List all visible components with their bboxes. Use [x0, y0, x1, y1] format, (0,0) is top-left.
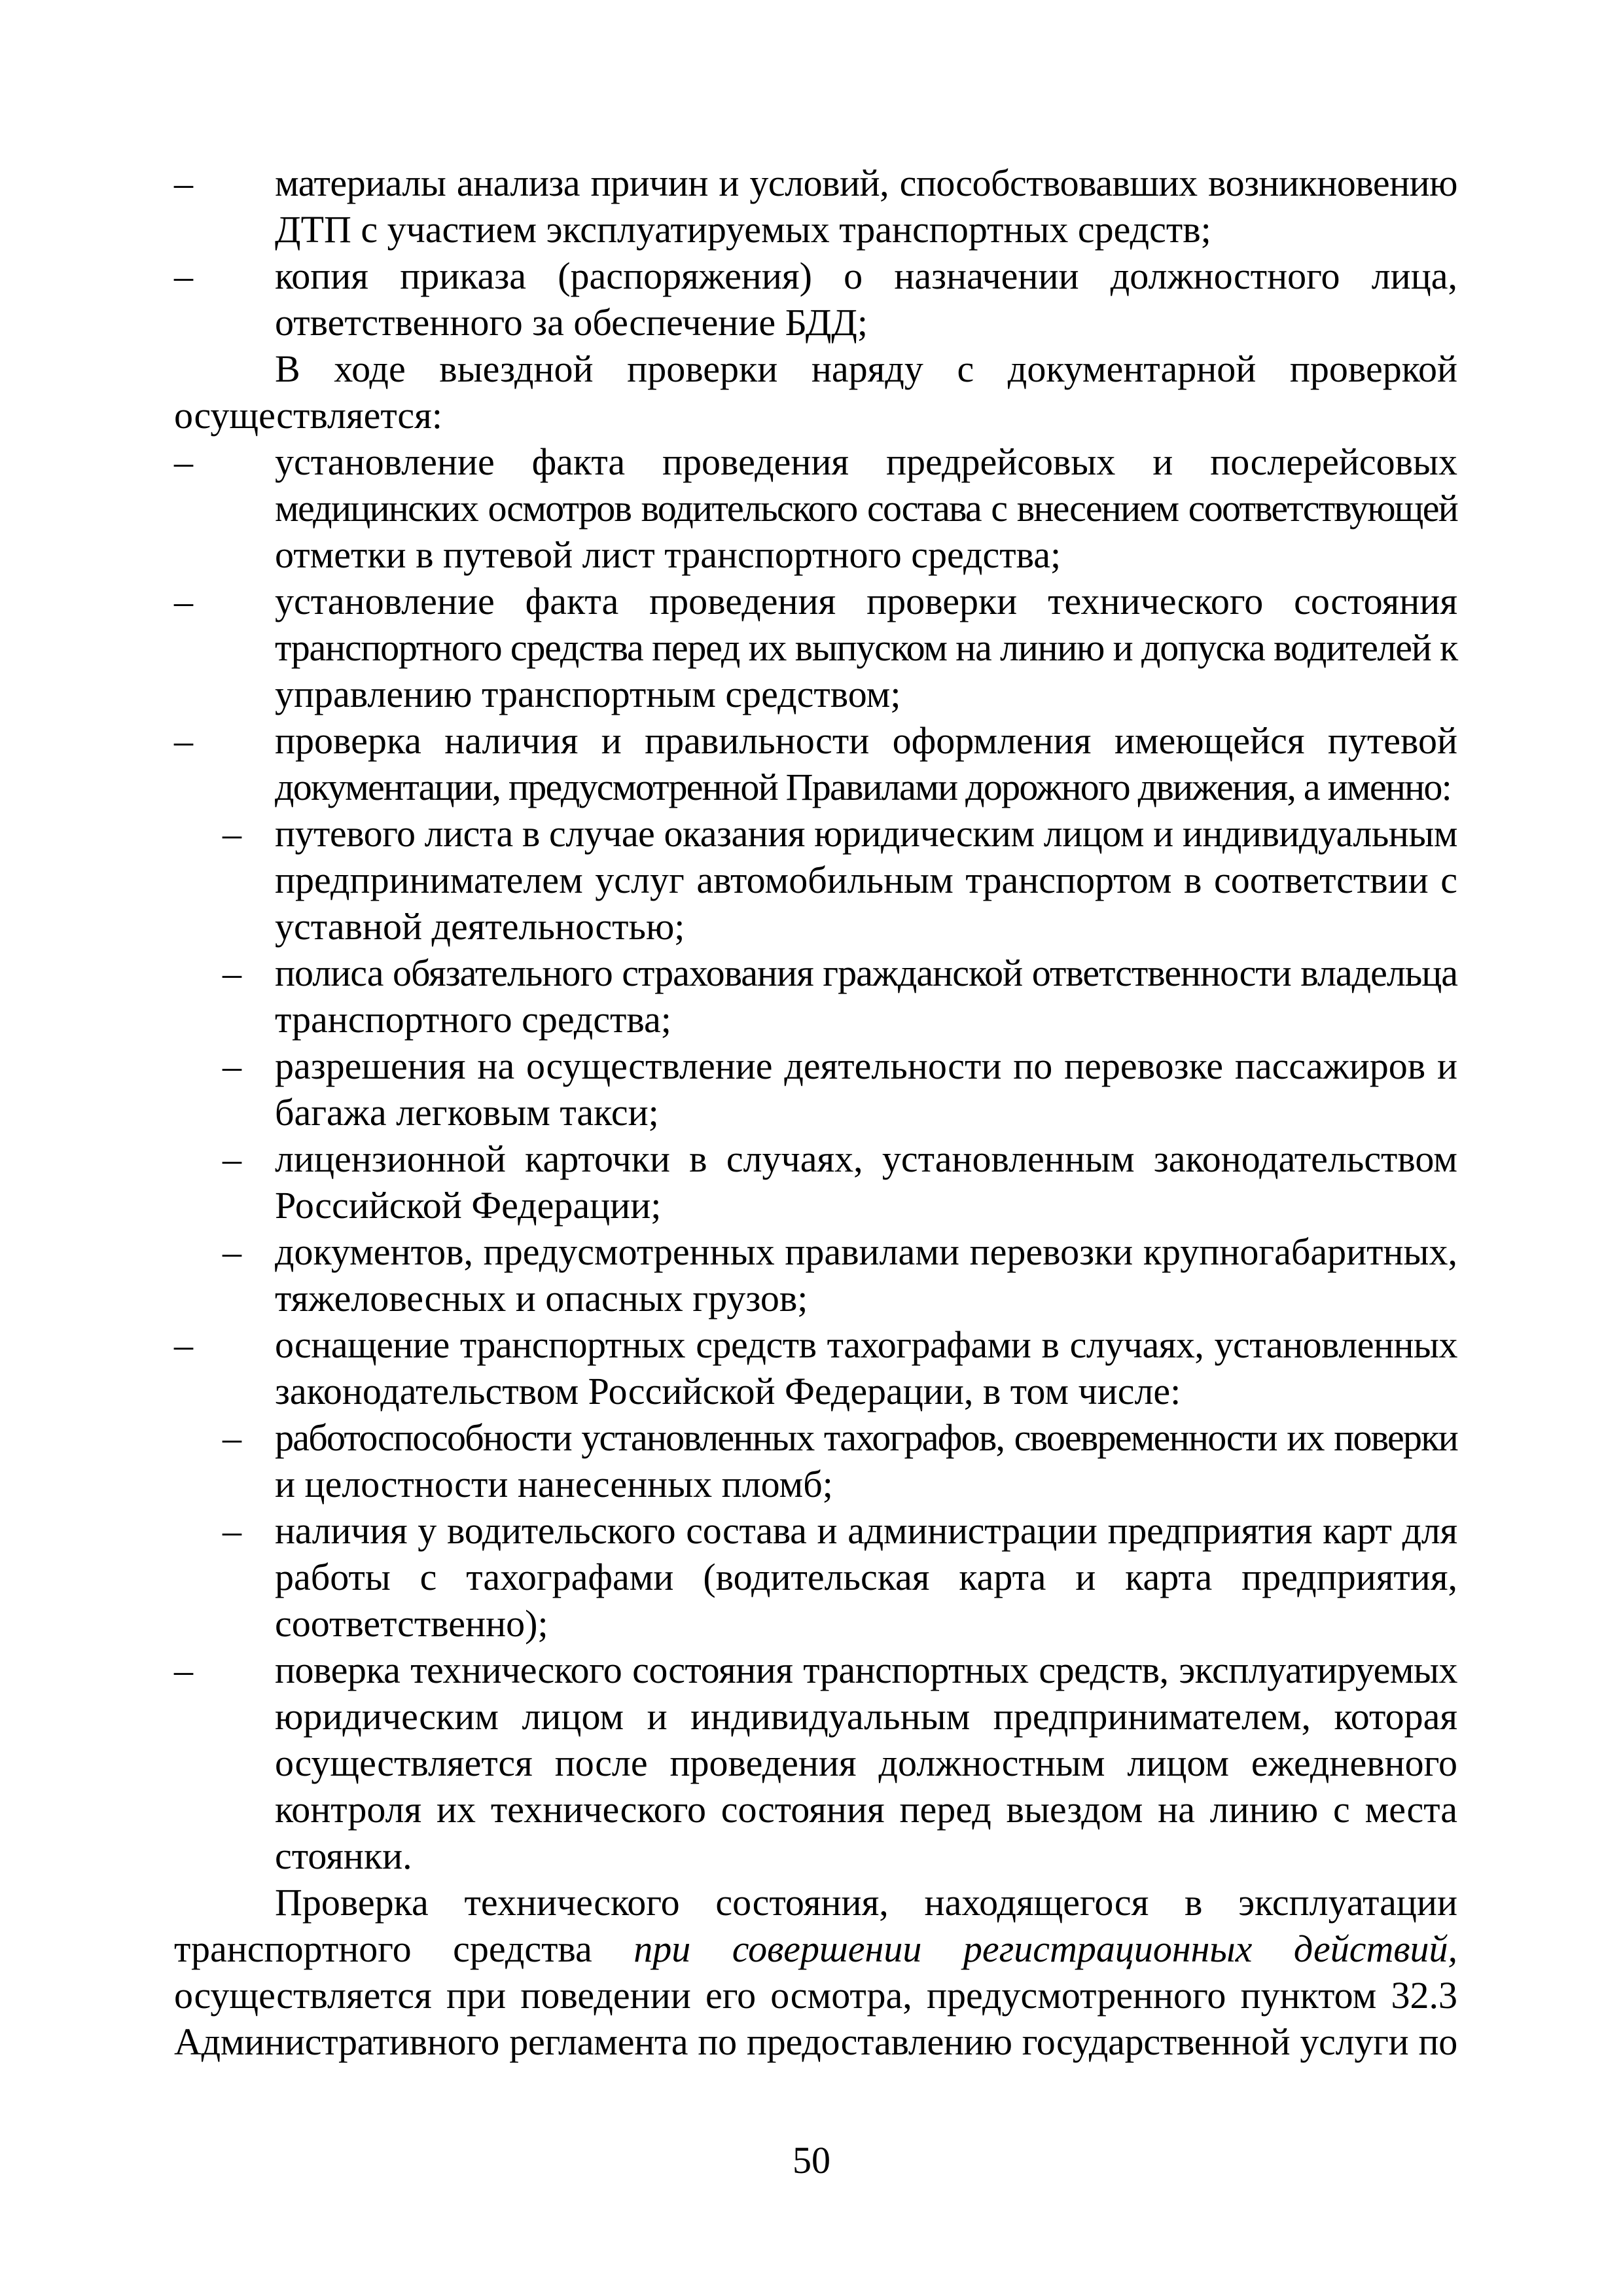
line-text: предпринимателем услуг автомобильным транспортом в соответствии с: [275, 859, 1457, 901]
line-text: управлению транспортным средством;: [275, 673, 901, 715]
italic-text: при совершении регистрационных действий,: [633, 1928, 1458, 1970]
text-line: [0, 439, 1623, 485]
text-line: [0, 1693, 1623, 1740]
line-text: осуществляется после проведения должностным лицом ежедневного: [275, 1742, 1457, 1784]
line-text: осуществляется при поведении его осмотра, предусмотренного пунктом 32.3: [174, 1974, 1457, 2017]
text-line: [0, 1136, 1623, 1182]
line-text: Российской Федерации;: [275, 1184, 662, 1227]
line-text: юридическим лицом и индивидуальным предпринимателем, которая: [275, 1695, 1457, 1738]
sub-list-item: [0, 1136, 1623, 1229]
text-line: [0, 299, 1623, 346]
text-line: [0, 764, 1623, 810]
text-line: [0, 996, 1623, 1043]
line-text: работы с тахографами (водительская карта и карта предприятия,: [275, 1556, 1457, 1598]
line-text: лицензионной карточки в случаях, установленным законодательством: [275, 1138, 1457, 1180]
text-line: [0, 624, 1623, 671]
text-line: [0, 950, 1623, 996]
dash-bullet-icon: –: [223, 812, 241, 855]
text-line: [0, 346, 1623, 392]
text-line: [0, 1647, 1623, 1693]
line-text: копия приказа (распоряжения) о назначении должностного лица,: [275, 255, 1457, 297]
line-text: наличия у водительского состава и администрации предприятия карт для: [275, 1509, 1457, 1552]
dash-bullet-icon: –: [223, 952, 241, 994]
text-line: [0, 1043, 1623, 1089]
line-text: соответственно);: [275, 1602, 548, 1645]
dash-bullet-icon: –: [174, 1649, 193, 1691]
text-line: [0, 1182, 1623, 1229]
text-line: [0, 1879, 1623, 1926]
text-line: [0, 253, 1623, 299]
text-line: [0, 810, 1623, 857]
line-text: и целостности нанесенных пломб;: [275, 1463, 833, 1505]
text-line: [0, 1554, 1623, 1600]
line-text: ДТП с участием эксплуатируемых транспортных средств;: [275, 208, 1211, 251]
line-text: контроля их технического состояния перед выездом на линию с места: [275, 1788, 1457, 1831]
text-line: [0, 392, 1623, 439]
text-line: [0, 1321, 1623, 1368]
list-item: [0, 160, 1623, 253]
text-line: [0, 160, 1623, 206]
text-line: [0, 1461, 1623, 1507]
text-line: [0, 903, 1623, 950]
list-item: [0, 578, 1623, 717]
text-line: [0, 1507, 1623, 1554]
sub-list-item: [0, 810, 1623, 950]
text-line: [0, 206, 1623, 253]
dash-bullet-icon: –: [223, 1509, 241, 1552]
line-text: отметки в путевой лист транспортного средства;: [275, 533, 1061, 576]
line-text: ответственного за обеспечение БДД;: [275, 301, 868, 344]
line-text: поверка технического состояния транспортных средств, эксплуатируемых: [275, 1649, 1457, 1691]
line-text: Административного регламента по предоставлению государственной услуги по: [174, 2020, 1457, 2063]
dash-bullet-icon: –: [174, 1323, 193, 1366]
text-line: [0, 485, 1623, 531]
line-text: законодательством Российской Федерации, в том числе:: [275, 1370, 1181, 1412]
text-line: [0, 2018, 1623, 2065]
dash-bullet-icon: –: [174, 162, 193, 204]
line-text: [174, 1926, 1457, 1972]
text-line: [0, 578, 1623, 624]
text-line: [0, 1600, 1623, 1647]
line-text: уставной деятельностью;: [275, 905, 685, 948]
text-line: [0, 1972, 1623, 2018]
line-text: медицинских осмотров водительского состава с внесением соответствующей: [275, 487, 1457, 529]
line-text: В ходе выездной проверки наряду с документарной проверкой: [275, 348, 1457, 390]
line-text: материалы анализа причин и условий, способствовавших возникновению: [275, 162, 1457, 204]
sub-list-item: [0, 1507, 1623, 1647]
dash-bullet-icon: –: [174, 719, 193, 762]
list-item: [0, 253, 1623, 346]
line-text: транспортного средства перед их выпуском на линию и допуска водителей к: [275, 626, 1457, 669]
document-body: [0, 160, 1623, 2065]
line-text: установление факта проведения проверки технического состояния: [275, 580, 1457, 622]
text-segment: транспортного средства: [174, 1928, 634, 1970]
page-number: 50: [793, 2139, 830, 2181]
line-text: документов, предусмотренных правилами перевозки крупногабаритных,: [275, 1230, 1457, 1273]
text-line: [0, 1229, 1623, 1275]
paragraph: [0, 1879, 1623, 2065]
sub-list-item: [0, 950, 1623, 1043]
sub-list-item: [0, 1414, 1623, 1507]
text-line: [0, 1275, 1623, 1321]
dash-bullet-icon: –: [223, 1045, 241, 1087]
sub-list-item: [0, 1043, 1623, 1136]
dash-bullet-icon: –: [174, 440, 193, 483]
text-line: [0, 1833, 1623, 1879]
dash-bullet-icon: –: [223, 1230, 241, 1273]
list-item: [0, 1321, 1623, 1414]
text-line: [0, 1786, 1623, 1833]
text-line: [0, 1414, 1623, 1461]
line-text: стоянки.: [275, 1835, 412, 1877]
list-item: [0, 717, 1623, 810]
sub-list-item: [0, 1229, 1623, 1321]
text-line: [0, 857, 1623, 903]
line-text: тяжеловесных и опасных грузов;: [275, 1277, 808, 1319]
line-text: проверка наличия и правильности оформления имеющейся путевой: [275, 719, 1457, 762]
line-text: осуществляется:: [174, 394, 442, 437]
dash-bullet-icon: –: [174, 255, 193, 297]
text-line: [0, 1089, 1623, 1136]
text-line: [0, 1926, 1623, 1972]
dash-bullet-icon: –: [223, 1138, 241, 1180]
line-text: путевого листа в случае оказания юридическим лицом и индивидуальным: [275, 812, 1457, 855]
line-text: Проверка технического состояния, находящегося в эксплуатации: [275, 1881, 1457, 1924]
line-text: полиса обязательного страхования гражданской ответственности владельца: [275, 952, 1457, 994]
text-line: [0, 531, 1623, 578]
line-text: документации, предусмотренной Правилами дорожного движения, а именно:: [275, 766, 1452, 808]
text-line: [0, 1740, 1623, 1786]
line-text: багажа легковым такси;: [275, 1091, 659, 1134]
list-item: [0, 1647, 1623, 1879]
text-line: [0, 1368, 1623, 1414]
list-item: [0, 439, 1623, 578]
text-line: [0, 717, 1623, 764]
paragraph: [0, 346, 1623, 439]
line-text: разрешения на осуществление деятельности по перевозке пассажиров и: [275, 1045, 1457, 1087]
line-text: работоспособности установленных тахографов, своевременности их поверки: [275, 1416, 1457, 1459]
line-text: транспортного средства;: [275, 998, 671, 1041]
line-text: оснащение транспортных средств тахографами в случаях, установленных: [275, 1323, 1457, 1366]
dash-bullet-icon: –: [223, 1416, 241, 1459]
text-line: [0, 671, 1623, 717]
dash-bullet-icon: –: [174, 580, 193, 622]
line-text: установление факта проведения предрейсовых и послерейсовых: [275, 440, 1457, 483]
